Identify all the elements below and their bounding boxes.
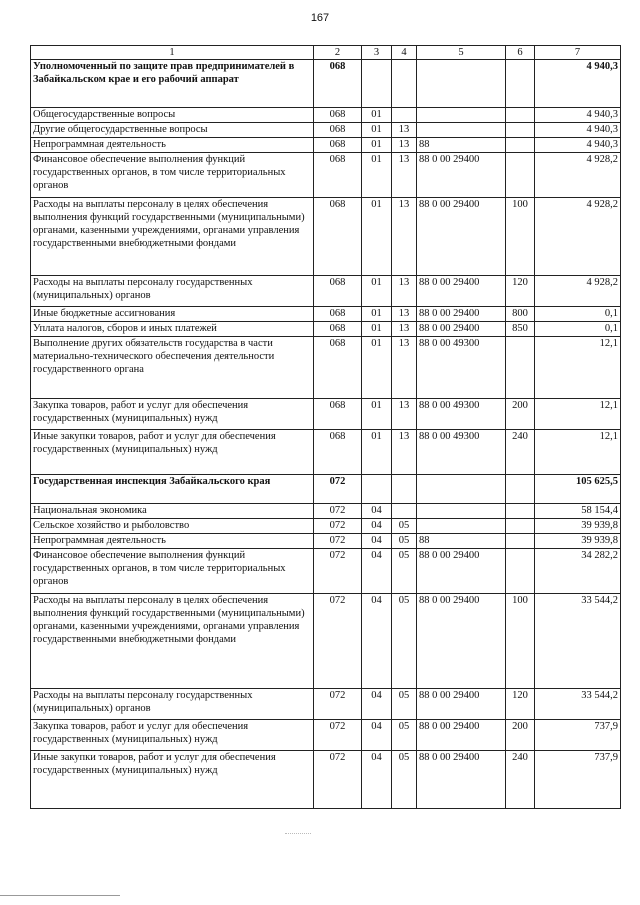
section-code-cell: 04 xyxy=(362,534,392,549)
table-row xyxy=(31,153,621,198)
table-row xyxy=(31,475,621,504)
target-article-cell xyxy=(417,519,506,534)
section-code-cell: 01 xyxy=(362,198,392,276)
section-code-cell: 04 xyxy=(362,549,392,594)
amount-cell: 0,1 xyxy=(535,322,621,337)
table-row xyxy=(31,534,621,549)
section-code-cell: 01 xyxy=(362,276,392,307)
row-name-cell: Иные закупки товаров, работ и услуг для обеспечения государственных (муниципальных) нужд xyxy=(31,751,314,809)
expense-type-cell: 200 xyxy=(506,399,535,430)
subsection-code-cell: 13 xyxy=(392,123,417,138)
subsection-code-cell: 05 xyxy=(392,594,417,689)
target-article-cell: 88 0 00 49300 xyxy=(417,430,506,475)
subsection-code-cell: 05 xyxy=(392,549,417,594)
section-code-cell: 01 xyxy=(362,322,392,337)
target-article-cell: 88 0 00 29400 xyxy=(417,549,506,594)
expense-type-cell: 240 xyxy=(506,751,535,809)
ministry-code-cell: 068 xyxy=(314,60,362,108)
row-name-cell: Финансовое обеспечение выполнения функций государственных органов, в том числе территориальных органов xyxy=(31,153,314,198)
ministry-code-cell: 072 xyxy=(314,475,362,504)
header-col-6: 6 xyxy=(506,46,535,60)
expense-type-cell xyxy=(506,549,535,594)
ministry-code-cell: 072 xyxy=(314,594,362,689)
expense-type-cell xyxy=(506,504,535,519)
table-row xyxy=(31,399,621,430)
subsection-code-cell: 13 xyxy=(392,430,417,475)
target-article-cell: 88 0 00 29400 xyxy=(417,720,506,751)
row-name-cell: Расходы на выплаты персоналу в целях обеспечения выполнения функций государственными (муниципальными) органами, казенными учреждениями, органами управления государственными внебюджетными фондами xyxy=(31,594,314,689)
subsection-code-cell: 13 xyxy=(392,138,417,153)
row-name-cell: Уполномоченный по защите прав предпринимателей в Забайкальском крае и его рабочий аппарат xyxy=(31,60,314,108)
amount-cell: 737,9 xyxy=(535,751,621,809)
section-code-cell: 01 xyxy=(362,307,392,322)
section-code-cell: 04 xyxy=(362,720,392,751)
subsection-code-cell: 13 xyxy=(392,399,417,430)
ministry-code-cell: 068 xyxy=(314,399,362,430)
target-article-cell xyxy=(417,123,506,138)
ministry-code-cell: 068 xyxy=(314,138,362,153)
row-name-cell: Закупка товаров, работ и услуг для обеспечения государственных (муниципальных) нужд xyxy=(31,399,314,430)
amount-cell: 4 940,3 xyxy=(535,123,621,138)
subsection-code-cell: 13 xyxy=(392,276,417,307)
target-article-cell: 88 0 00 29400 xyxy=(417,153,506,198)
target-article-cell: 88 0 00 49300 xyxy=(417,337,506,399)
amount-cell: 12,1 xyxy=(535,337,621,399)
expense-type-cell: 800 xyxy=(506,307,535,322)
table-row xyxy=(31,307,621,322)
amount-cell: 4 940,3 xyxy=(535,108,621,123)
subsection-code-cell: 05 xyxy=(392,751,417,809)
ministry-code-cell: 068 xyxy=(314,123,362,138)
ministry-code-cell: 068 xyxy=(314,153,362,198)
section-code-cell: 01 xyxy=(362,153,392,198)
table-row xyxy=(31,123,621,138)
expense-type-cell: 240 xyxy=(506,430,535,475)
row-name-cell: Иные закупки товаров, работ и услуг для обеспечения государственных (муниципальных) нужд xyxy=(31,430,314,475)
header-col-2: 2 xyxy=(314,46,362,60)
expense-type-cell xyxy=(506,60,535,108)
expense-type-cell: 120 xyxy=(506,276,535,307)
amount-cell: 33 544,2 xyxy=(535,689,621,720)
subsection-code-cell: 13 xyxy=(392,198,417,276)
section-code-cell: 04 xyxy=(362,751,392,809)
expense-type-cell xyxy=(506,337,535,399)
expense-type-cell xyxy=(506,123,535,138)
section-code-cell xyxy=(362,475,392,504)
ministry-code-cell: 072 xyxy=(314,689,362,720)
table-row xyxy=(31,430,621,475)
ministry-code-cell: 072 xyxy=(314,519,362,534)
target-article-cell: 88 0 00 29400 xyxy=(417,689,506,720)
amount-cell: 33 544,2 xyxy=(535,594,621,689)
section-code-cell: 04 xyxy=(362,594,392,689)
target-article-cell: 88 0 00 29400 xyxy=(417,594,506,689)
expense-type-cell xyxy=(506,138,535,153)
expense-type-cell xyxy=(506,475,535,504)
subsection-code-cell: 05 xyxy=(392,534,417,549)
ministry-code-cell: 072 xyxy=(314,534,362,549)
table-row xyxy=(31,337,621,399)
section-code-cell: 01 xyxy=(362,138,392,153)
table-row xyxy=(31,60,621,108)
table-row xyxy=(31,689,621,720)
target-article-cell: 88 0 00 29400 xyxy=(417,322,506,337)
row-name-cell: Другие общегосударственные вопросы xyxy=(31,123,314,138)
target-article-cell xyxy=(417,108,506,123)
target-article-cell: 88 xyxy=(417,534,506,549)
subsection-code-cell: 05 xyxy=(392,720,417,751)
table-row xyxy=(31,198,621,276)
target-article-cell: 88 0 00 29400 xyxy=(417,307,506,322)
ministry-code-cell: 068 xyxy=(314,108,362,123)
table-row xyxy=(31,720,621,751)
amount-cell: 4 940,3 xyxy=(535,60,621,108)
subsection-code-cell xyxy=(392,108,417,123)
header-col-1: 1 xyxy=(31,46,314,60)
row-name-cell: Расходы на выплаты персоналу государственных (муниципальных) органов xyxy=(31,276,314,307)
amount-cell: 105 625,5 xyxy=(535,475,621,504)
amount-cell: 4 928,2 xyxy=(535,198,621,276)
ministry-code-cell: 072 xyxy=(314,549,362,594)
row-name-cell: Расходы на выплаты персоналу в целях обеспечения выполнения функций государственными (муниципальными) органами, казенными учреждениями, органами управления государственными внебюджетными фондами xyxy=(31,198,314,276)
row-name-cell: Уплата налогов, сборов и иных платежей xyxy=(31,322,314,337)
subsection-code-cell: 13 xyxy=(392,337,417,399)
row-name-cell: Выполнение других обязательств государства в части материально-технического обеспечения деятельности государственного органа xyxy=(31,337,314,399)
table-row xyxy=(31,594,621,689)
row-name-cell: Государственная инспекция Забайкальского края xyxy=(31,475,314,504)
section-code-cell: 01 xyxy=(362,399,392,430)
target-article-cell: 88 0 00 49300 xyxy=(417,399,506,430)
expense-type-cell: 120 xyxy=(506,689,535,720)
row-name-cell: Расходы на выплаты персоналу государственных (муниципальных) органов xyxy=(31,689,314,720)
scan-edge-line xyxy=(0,895,120,896)
header-col-4: 4 xyxy=(392,46,417,60)
table-row xyxy=(31,519,621,534)
ministry-code-cell: 068 xyxy=(314,307,362,322)
subsection-code-cell: 13 xyxy=(392,322,417,337)
budget-table xyxy=(30,45,621,809)
subsection-code-cell: 05 xyxy=(392,519,417,534)
ministry-code-cell: 072 xyxy=(314,504,362,519)
target-article-cell xyxy=(417,60,506,108)
amount-cell: 4 928,2 xyxy=(535,153,621,198)
ministry-code-cell: 068 xyxy=(314,322,362,337)
expense-type-cell xyxy=(506,153,535,198)
table-row xyxy=(31,276,621,307)
amount-cell: 12,1 xyxy=(535,430,621,475)
amount-cell: 4 928,2 xyxy=(535,276,621,307)
expense-type-cell xyxy=(506,519,535,534)
target-article-cell: 88 0 00 29400 xyxy=(417,751,506,809)
row-name-cell: Сельское хозяйство и рыболовство xyxy=(31,519,314,534)
target-article-cell xyxy=(417,504,506,519)
amount-cell: 34 282,2 xyxy=(535,549,621,594)
amount-cell: 4 940,3 xyxy=(535,138,621,153)
amount-cell: 12,1 xyxy=(535,399,621,430)
ministry-code-cell: 068 xyxy=(314,198,362,276)
section-code-cell: 01 xyxy=(362,430,392,475)
subsection-code-cell: 13 xyxy=(392,153,417,198)
section-code-cell: 04 xyxy=(362,519,392,534)
table-row xyxy=(31,138,621,153)
table-row xyxy=(31,504,621,519)
table-body xyxy=(31,60,621,809)
table-row xyxy=(31,322,621,337)
table-row xyxy=(31,549,621,594)
subsection-code-cell: 05 xyxy=(392,689,417,720)
expense-type-cell xyxy=(506,534,535,549)
ministry-code-cell: 068 xyxy=(314,337,362,399)
table-row xyxy=(31,108,621,123)
target-article-cell xyxy=(417,475,506,504)
section-code-cell: 01 xyxy=(362,123,392,138)
expense-type-cell: 200 xyxy=(506,720,535,751)
target-article-cell: 88 0 00 29400 xyxy=(417,276,506,307)
target-article-cell: 88 0 00 29400 xyxy=(417,198,506,276)
table-header-row xyxy=(31,46,621,60)
row-name-cell: Непрограммная деятельность xyxy=(31,138,314,153)
row-name-cell: Закупка товаров, работ и услуг для обеспечения государственных (муниципальных) нужд xyxy=(31,720,314,751)
subsection-code-cell xyxy=(392,60,417,108)
subsection-code-cell xyxy=(392,475,417,504)
ministry-code-cell: 072 xyxy=(314,720,362,751)
section-code-cell: 01 xyxy=(362,108,392,123)
target-article-cell: 88 xyxy=(417,138,506,153)
amount-cell: 39 939,8 xyxy=(535,534,621,549)
row-name-cell: Финансовое обеспечение выполнения функций государственных органов, в том числе территориальных органов xyxy=(31,549,314,594)
row-name-cell: Национальная экономика xyxy=(31,504,314,519)
expense-type-cell: 850 xyxy=(506,322,535,337)
row-name-cell: Общегосударственные вопросы xyxy=(31,108,314,123)
row-name-cell: Непрограммная деятельность xyxy=(31,534,314,549)
expense-type-cell: 100 xyxy=(506,594,535,689)
row-name-cell: Иные бюджетные ассигнования xyxy=(31,307,314,322)
header-col-3: 3 xyxy=(362,46,392,60)
amount-cell: 0,1 xyxy=(535,307,621,322)
section-code-cell: 01 xyxy=(362,337,392,399)
header-col-5: 5 xyxy=(417,46,506,60)
ministry-code-cell: 068 xyxy=(314,430,362,475)
header-col-7: 7 xyxy=(535,46,621,60)
amount-cell: 737,9 xyxy=(535,720,621,751)
amount-cell: 58 154,4 xyxy=(535,504,621,519)
section-code-cell xyxy=(362,60,392,108)
section-code-cell: 04 xyxy=(362,504,392,519)
scan-artifact xyxy=(285,825,311,834)
ministry-code-cell: 072 xyxy=(314,751,362,809)
expense-type-cell xyxy=(506,108,535,123)
table-row xyxy=(31,751,621,809)
expense-type-cell: 100 xyxy=(506,198,535,276)
ministry-code-cell: 068 xyxy=(314,276,362,307)
subsection-code-cell xyxy=(392,504,417,519)
page-number: 167 xyxy=(310,12,330,24)
amount-cell: 39 939,8 xyxy=(535,519,621,534)
subsection-code-cell: 13 xyxy=(392,307,417,322)
section-code-cell: 04 xyxy=(362,689,392,720)
